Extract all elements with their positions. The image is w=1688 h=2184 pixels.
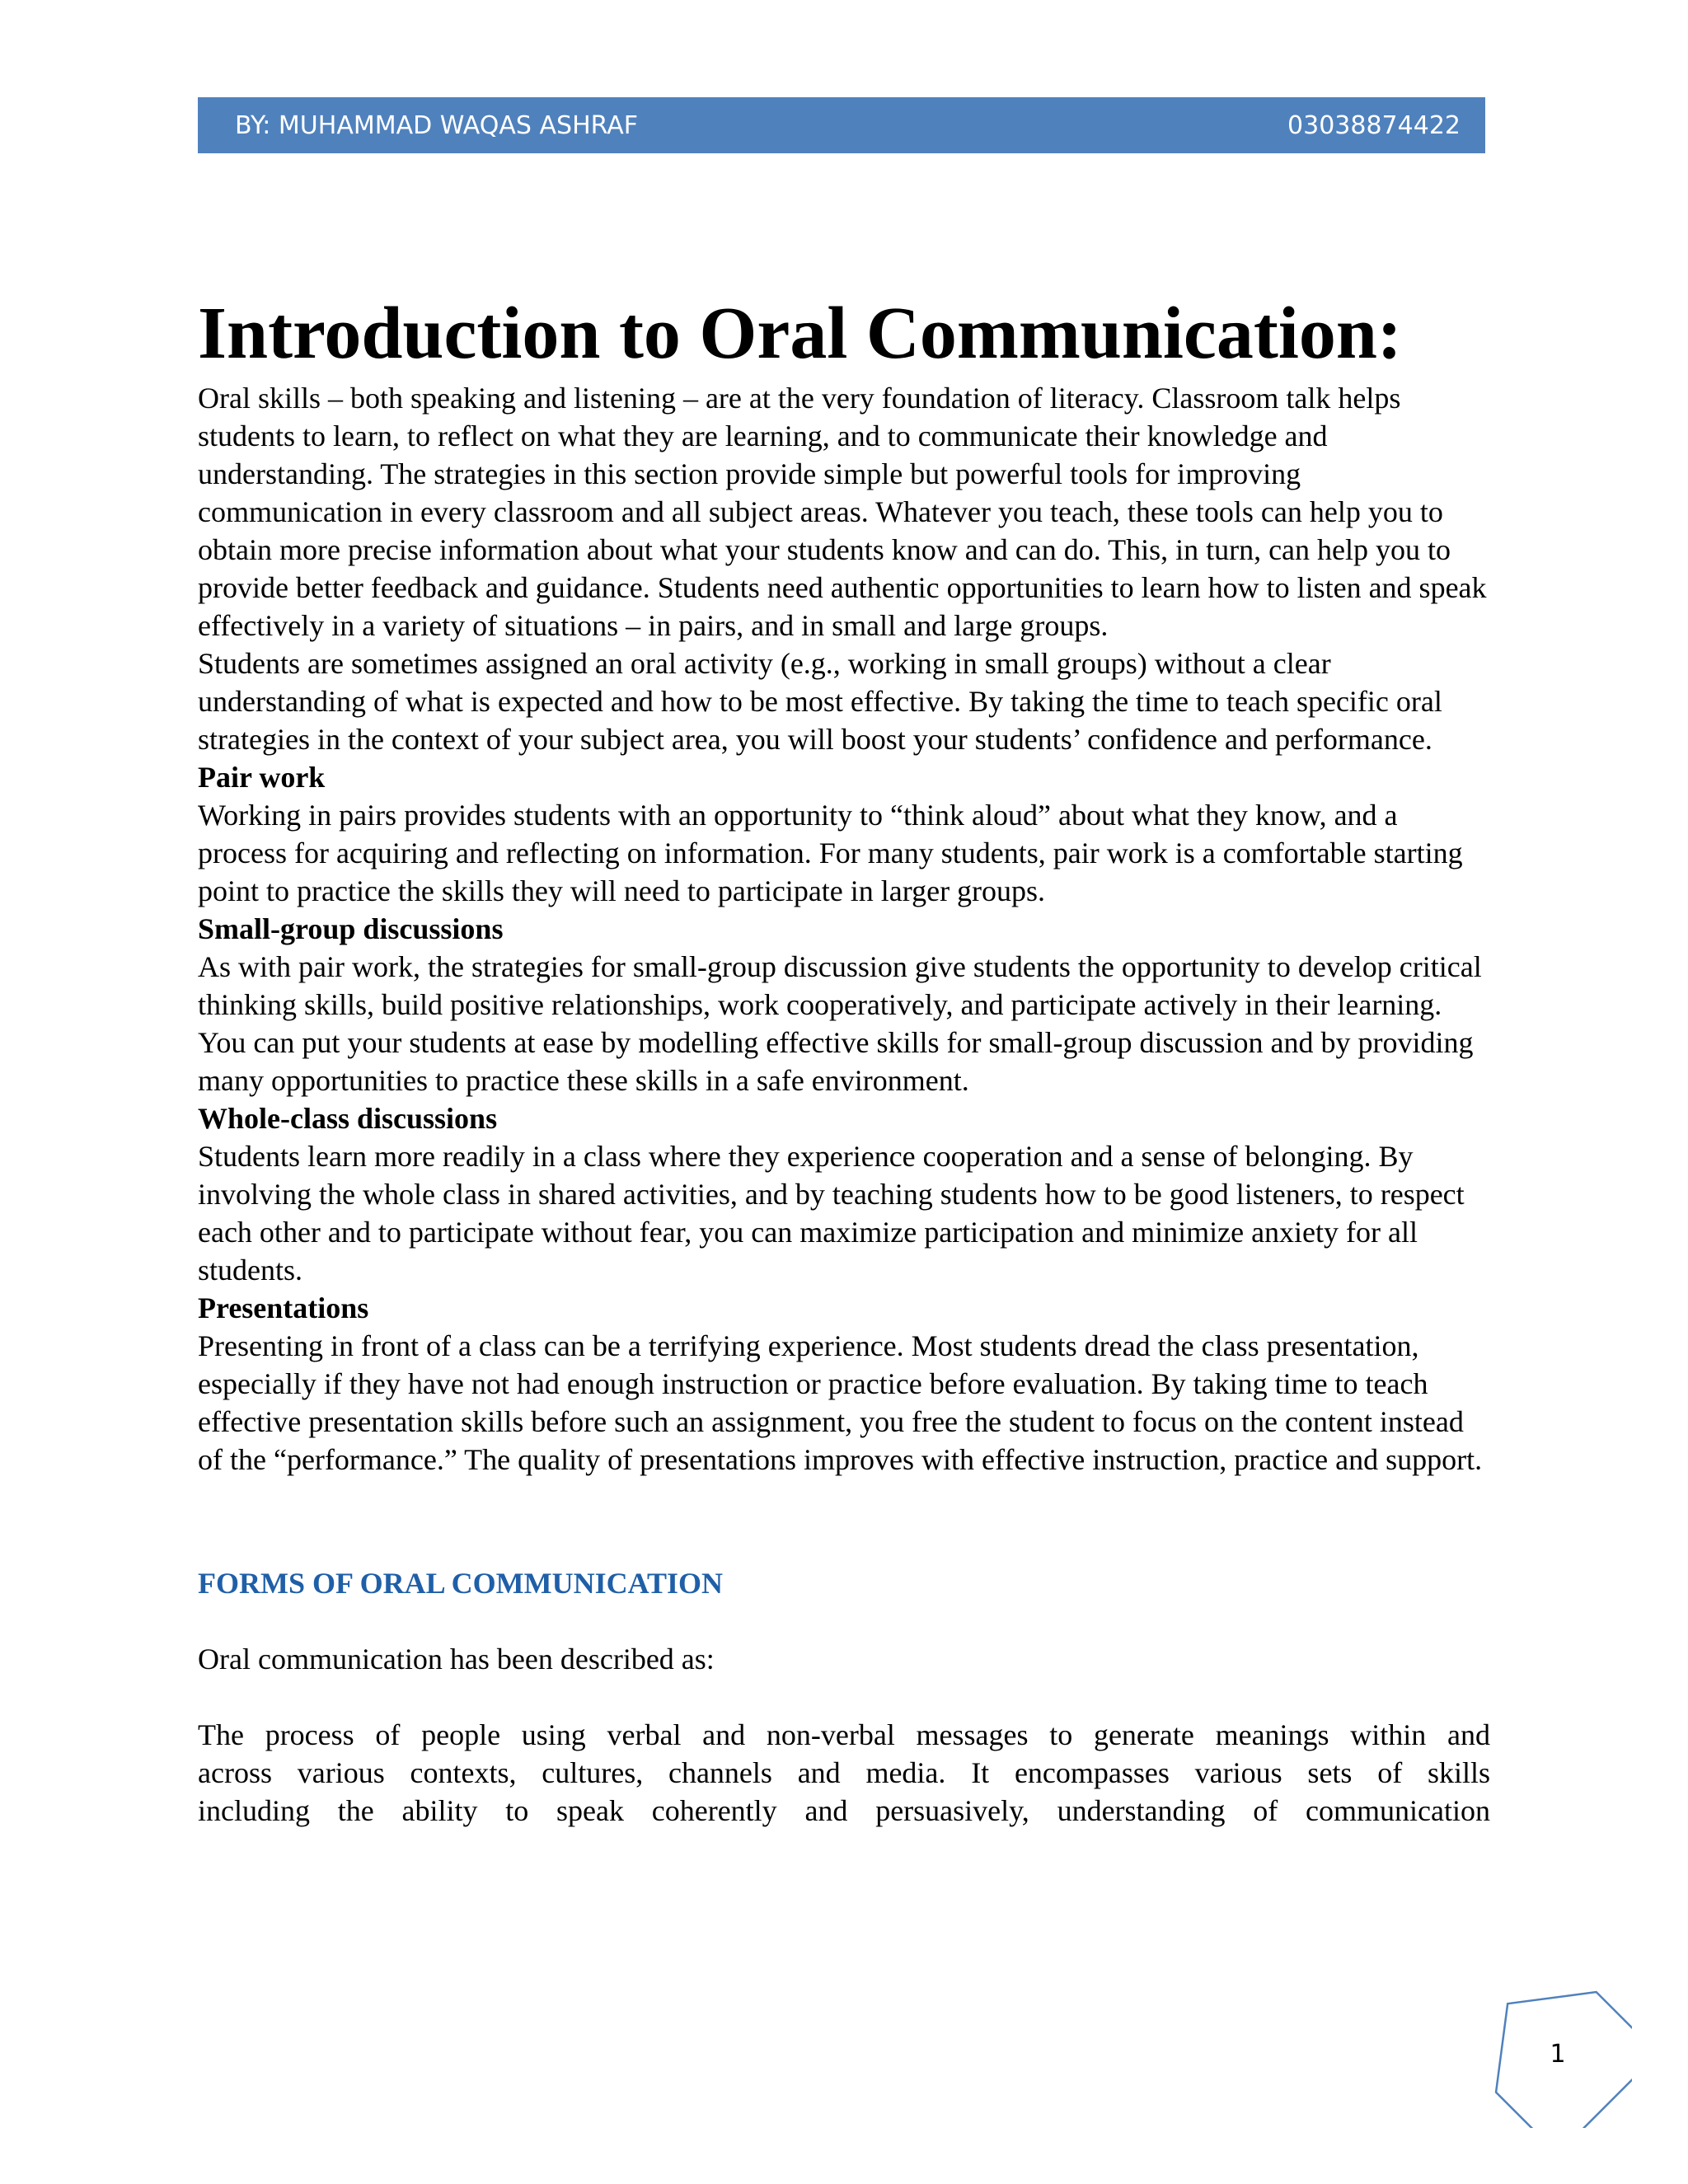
section-body-small-group: As with pair work, the strategies for small-group discussion give students the opportunity to develop critical thinking skills, build positive relationships, work cooperatively, and participate actively in their learning. You can put your students at ease by modelling effective skills for small-group discussion and by providing many opportunities to practice these skills in a safe environment. (198, 950, 1482, 1097)
intro-paragraph-1: Oral skills – both speaking and listening – are at the very foundation of literacy. Classroom talk helps students to learn, to reflect on what they are learning, and to communicate their knowledge and understanding. The strategies in this section provide simple but powerful tools for improving communication in every classroom and all subject areas. Whatever you teach, these tools can help you to obtain more precise information about what your students know and can do. This, in turn, can help you to provide better feedback and guidance. Students need authentic opportunities to learn how to listen and speak effectively in a variety of situations – in pairs, and in small and large groups. (198, 382, 1487, 642)
section-heading-whole-class: Whole-class discussions (198, 1102, 498, 1135)
page-content (198, 288, 1490, 1830)
section-body-pair-work: Working in pairs provides students with an opportunity to “think aloud” about what they know, and a process for acquiring and reflecting on information. For many students, pair work is a comfortable starting point to practice the skills they will need to participate in larger groups. (198, 799, 1463, 907)
forms-heading: FORMS OF ORAL COMMUNICATION (198, 1567, 723, 1600)
forms-intro: Oral communication has been described as: (198, 1643, 715, 1675)
definition-line: across various contexts, cultures, channels and media. It encompasses various sets of skills (198, 1756, 1490, 1789)
section-heading-pair-work: Pair work (198, 761, 326, 794)
page-title: Introduction to Oral Communication: (198, 293, 1402, 374)
intro-paragraph-2: Students are sometimes assigned an oral activity (e.g., working in small groups) without a clear understanding of what is expected and how to be most effective. By taking the time to teach specific oral strategies in the context of your subject area, you will boost your students’ confidence and performance. (198, 647, 1442, 756)
section-body-presentations: Presenting in front of a class can be a terrifying experience. Most students dread the class presentation, especially if they have not had enough instruction or practice before evaluation. By taking time to teach effective presentation skills before such an assignment, you free the student to focus on the content instead of the “performance.” The quality of presentations improves with effective instruction, practice and support. (198, 1329, 1483, 1476)
section-body-whole-class: Students learn more readily in a class where they experience cooperation and a sense of belonging. By involving the whole class in shared activities, and by teaching students how to be good listeners, to respect each other and to participate without fear, you can maximize participation and minimize anxiety for all students. (198, 1140, 1465, 1286)
page-number: 1 (1550, 2039, 1566, 2069)
forms-definition (198, 1716, 1490, 1830)
section-heading-presentations: Presentations (198, 1291, 369, 1324)
page-number-badge (1484, 1980, 1632, 2128)
definition-line: The process of people using verbal and non-verbal messages to generate meanings within and (198, 1718, 1490, 1751)
page-header-bar (198, 97, 1485, 153)
definition-line: including the ability to speak coherently and persuasively, understanding of communication (198, 1794, 1490, 1827)
header-phone: 03038874422 (1287, 110, 1461, 140)
section-heading-small-group: Small-group discussions (198, 912, 504, 945)
header-author: BY: MUHAMMAD WAQAS ASHRAF (235, 110, 639, 140)
